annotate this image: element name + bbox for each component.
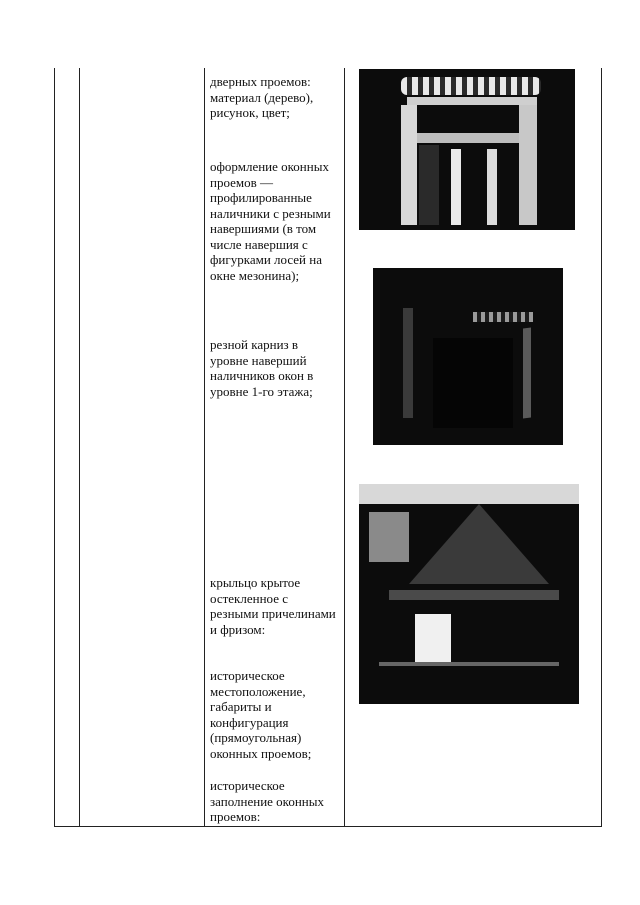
table-bottom-border xyxy=(54,826,602,827)
table-column-divider-1 xyxy=(79,68,80,826)
window-fill-description: историческое заполнение оконных проемов: xyxy=(210,778,324,824)
table-column-divider-3 xyxy=(344,68,345,826)
carved-cornice xyxy=(401,77,541,95)
porch-ground-line xyxy=(379,662,559,666)
table-border-right xyxy=(601,68,602,826)
door-frame-right xyxy=(519,105,537,225)
porch-sky xyxy=(359,484,579,504)
table-column-divider-2 xyxy=(204,68,205,826)
door-frame-left xyxy=(401,105,417,225)
door-panel-1 xyxy=(451,149,461,225)
window-fill-text xyxy=(210,778,338,825)
doors-description: дверных проемов: материал (дерево), рисунок, цвет; xyxy=(210,74,314,120)
cornice-text xyxy=(210,337,338,399)
table-border-left xyxy=(54,68,55,826)
porch-text xyxy=(210,575,338,637)
doors-text xyxy=(210,74,338,121)
window-trim-description: оформление оконных проемов — профилированные наличники с резными навершиями (в том числе навершия с фигурками лосей на окне мезонина); xyxy=(210,159,331,283)
porch-frieze xyxy=(389,590,559,600)
door-photo xyxy=(359,69,575,230)
window-top-carving xyxy=(473,312,533,322)
window-glass xyxy=(433,338,513,428)
door-shadow xyxy=(419,145,439,225)
porch-side-window xyxy=(369,512,409,562)
window-trim-left xyxy=(403,308,413,418)
window-location-text xyxy=(210,668,338,761)
door-lintel xyxy=(417,133,519,143)
porch-roof-gable xyxy=(409,504,549,584)
window-photo xyxy=(373,268,563,445)
window-location-description: историческое местоположение, габариты и конфигурация (прямоугольная) оконных проемов; xyxy=(210,668,312,761)
porch-description: крыльцо крытое остекленное с резными причелинами и фризом: xyxy=(210,575,336,637)
cornice-band xyxy=(407,97,537,105)
porch-photo xyxy=(359,484,579,704)
door-panel-2 xyxy=(487,149,497,225)
cornice-description: резной карниз в уровне наверший наличников окон в уровне 1-го этажа; xyxy=(210,337,314,399)
porch-door-light xyxy=(415,614,451,662)
window-trim-text xyxy=(210,159,338,283)
window-trim-right xyxy=(523,327,531,418)
